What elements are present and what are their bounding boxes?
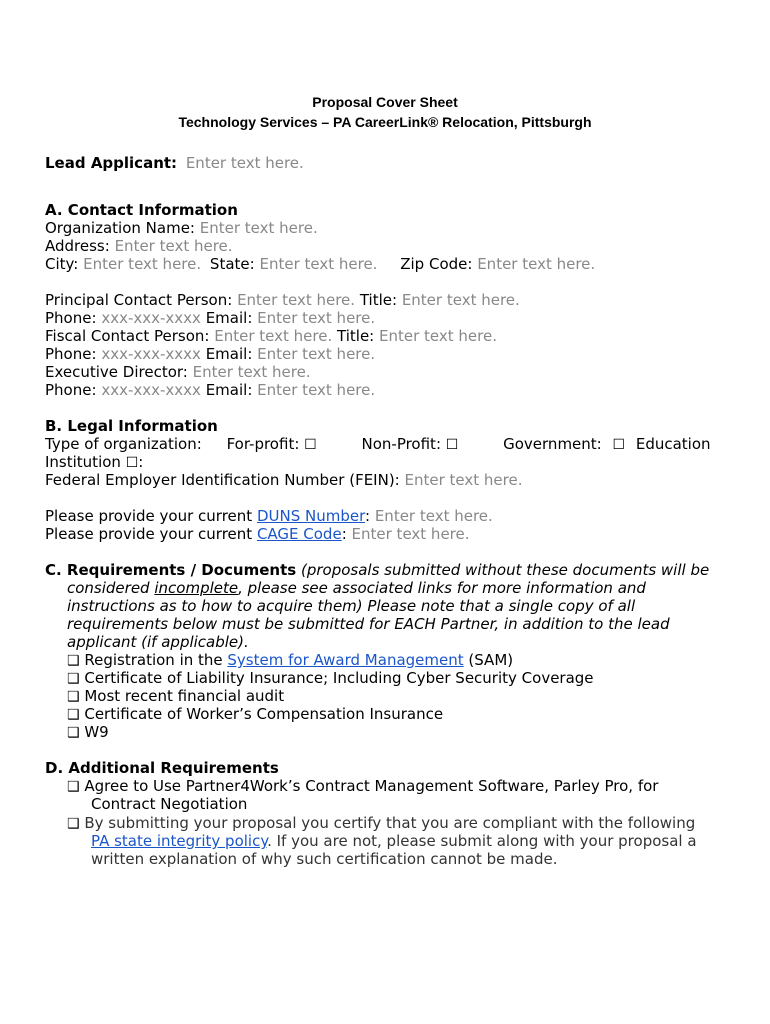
fiscal-title-label: Title: xyxy=(337,327,375,345)
exec-phone-row xyxy=(45,381,375,399)
cage-colon: : xyxy=(341,525,347,543)
sam-checkbox[interactable]: ❑ xyxy=(67,653,80,669)
requirement-item-audit xyxy=(67,687,284,706)
address-label: Address: xyxy=(45,237,110,255)
requirements-note-2a: considered xyxy=(67,579,150,597)
fiscal-contact-label: Fiscal Contact Person: xyxy=(45,327,210,345)
duns-prefix: Please provide your current xyxy=(45,507,253,525)
additional-heading: D. Additional Requirements xyxy=(45,759,279,777)
education-label: Education xyxy=(635,435,711,453)
fiscal-email-label: Email: xyxy=(205,345,253,363)
requirements-heading: C. Requirements / Documents xyxy=(45,561,297,579)
parley-text-2: Contract Negotiation xyxy=(91,795,248,813)
duns-field[interactable]: Enter text here. xyxy=(374,507,493,525)
zip-label: Zip Code: xyxy=(400,255,473,273)
address-field[interactable]: Enter text here. xyxy=(114,237,233,255)
exec-phone-field[interactable]: xxx-xxx-xxxx xyxy=(101,381,201,399)
additional-item-integrity xyxy=(67,814,695,833)
liability-checkbox[interactable]: ❑ xyxy=(67,671,80,687)
institution-label: Institution xyxy=(45,453,121,471)
legal-heading: B. Legal Information xyxy=(45,417,218,435)
fiscal-title-field[interactable]: Enter text here. xyxy=(379,327,497,345)
city-state-zip-row xyxy=(45,255,595,273)
incomplete-text: incomplete xyxy=(154,579,239,597)
city-field[interactable]: Enter text here. xyxy=(83,255,202,273)
workers-comp-label: Certificate of Worker’s Compensation Insurance xyxy=(84,705,444,723)
org-name-row xyxy=(45,219,318,237)
integrity-policy-link[interactable]: PA state integrity policy xyxy=(91,832,268,850)
integrity-text-3: written explanation of why such certification cannot be made. xyxy=(91,850,558,868)
nonprofit-label: Non-Profit: xyxy=(361,435,441,453)
w9-checkbox[interactable]: ❑ xyxy=(67,725,80,741)
integrity-checkbox[interactable]: ❑ xyxy=(67,816,80,832)
principal-phone-row xyxy=(45,309,375,327)
duns-colon: : xyxy=(364,507,371,525)
requirements-heading-row xyxy=(45,561,709,579)
liability-label: Certificate of Liability Insurance; Including Cyber Security Coverage xyxy=(84,669,594,687)
requirements-note-3: instructions as to how to acquire them) Please note that a single copy of all xyxy=(67,597,636,615)
audit-checkbox[interactable]: ❑ xyxy=(67,689,80,705)
principal-phone-label: Phone: xyxy=(45,309,97,327)
government-checkbox[interactable]: ☐ xyxy=(612,437,626,453)
cage-field[interactable]: Enter text here. xyxy=(351,525,470,543)
lead-applicant-field[interactable]: Enter text here. xyxy=(185,154,304,172)
requirements-note-5: applicant (if applicable). xyxy=(67,633,249,651)
lead-applicant-label: Lead Applicant: xyxy=(45,154,178,172)
institution-colon: : xyxy=(138,453,144,471)
exec-email-field[interactable]: Enter text here. xyxy=(257,381,376,399)
requirements-note-2 xyxy=(67,579,646,597)
integrity-text-1: By submitting your proposal you certify that you are compliant with the following xyxy=(84,814,696,832)
exec-director-row xyxy=(45,363,311,381)
state-label: State: xyxy=(209,255,255,273)
sam-link[interactable]: System for Award Management xyxy=(227,651,464,669)
workers-comp-checkbox[interactable]: ❑ xyxy=(67,707,80,723)
audit-label: Most recent financial audit xyxy=(84,687,285,705)
integrity-text-2: . If you are not, please submit along with your proposal a xyxy=(267,832,697,850)
requirements-note-1: (proposals submitted without these documents will be xyxy=(300,561,710,579)
fiscal-phone-field[interactable]: xxx-xxx-xxxx xyxy=(101,345,201,363)
principal-contact-label: Principal Contact Person: xyxy=(45,291,233,309)
principal-email-label: Email: xyxy=(205,309,253,327)
page-title: Proposal Cover Sheet xyxy=(312,94,458,110)
address-row xyxy=(45,237,233,255)
fiscal-phone-row xyxy=(45,345,375,363)
requirement-item-w9 xyxy=(67,723,109,742)
org-type-row xyxy=(45,435,711,454)
org-name-field[interactable]: Enter text here. xyxy=(199,219,318,237)
requirement-item-workers-comp xyxy=(67,705,443,724)
government-label: Government: xyxy=(503,435,602,453)
principal-email-field[interactable]: Enter text here. xyxy=(257,309,376,327)
forprofit-label: For-profit: xyxy=(226,435,300,453)
institution-row xyxy=(45,453,143,472)
principal-title-label: Title: xyxy=(359,291,398,309)
sam-prefix: Registration in the xyxy=(84,651,223,669)
forprofit-checkbox[interactable]: ☐ xyxy=(304,437,317,453)
requirements-note-2b: , please see associated links for more information and xyxy=(238,579,646,597)
fiscal-email-field[interactable]: Enter text here. xyxy=(257,345,376,363)
zip-field[interactable]: Enter text here. xyxy=(477,255,596,273)
additional-item-parley xyxy=(67,777,658,796)
principal-phone-field[interactable]: xxx-xxx-xxxx xyxy=(101,309,201,327)
contact-heading: A. Contact Information xyxy=(45,201,238,219)
exec-director-label: Executive Director: xyxy=(45,363,188,381)
fein-row xyxy=(45,471,523,489)
fiscal-contact-row xyxy=(45,327,497,345)
education-checkbox[interactable]: ☐ xyxy=(125,455,139,471)
cage-prefix: Please provide your current xyxy=(45,525,253,543)
exec-phone-label: Phone: xyxy=(45,381,97,399)
cage-row xyxy=(45,525,470,543)
w9-label: W9 xyxy=(84,723,109,741)
principal-title-field[interactable]: Enter text here. xyxy=(401,291,520,309)
exec-email-label: Email: xyxy=(205,381,253,399)
requirement-item-sam xyxy=(67,651,513,670)
cage-link[interactable]: CAGE Code xyxy=(256,525,342,543)
nonprofit-checkbox[interactable]: ☐ xyxy=(445,437,459,453)
integrity-line-2 xyxy=(91,832,697,850)
city-label: City: xyxy=(45,255,79,273)
lead-applicant-row xyxy=(45,154,304,172)
fiscal-contact-field[interactable]: Enter text here. xyxy=(214,327,333,345)
fiscal-phone-label: Phone: xyxy=(45,345,97,363)
parley-checkbox[interactable]: ❑ xyxy=(67,779,80,795)
org-type-label: Type of organization: xyxy=(45,435,202,453)
principal-contact-field[interactable]: Enter text here. xyxy=(237,291,356,309)
org-name-label: Organization Name: xyxy=(45,219,195,237)
state-field[interactable]: Enter text here. xyxy=(259,255,378,273)
duns-link[interactable]: DUNS Number xyxy=(256,507,365,525)
fein-field[interactable]: Enter text here. xyxy=(404,471,523,489)
exec-director-field[interactable]: Enter text here. xyxy=(192,363,311,381)
parley-text-1: Agree to Use Partner4Work’s Contract Management Software, Parley Pro, for xyxy=(84,777,659,795)
page-subtitle: Technology Services – PA CareerLink® Relocation, Pittsburgh xyxy=(178,114,592,130)
duns-row xyxy=(45,507,493,525)
requirements-note-4: requirements below must be submitted for EACH Partner, in addition to the lead xyxy=(67,615,670,633)
fein-label: Federal Employer Identification Number (FEIN): xyxy=(45,471,400,489)
requirement-item-liability xyxy=(67,669,594,688)
principal-contact-row xyxy=(45,291,520,309)
sam-suffix: (SAM) xyxy=(468,651,514,669)
